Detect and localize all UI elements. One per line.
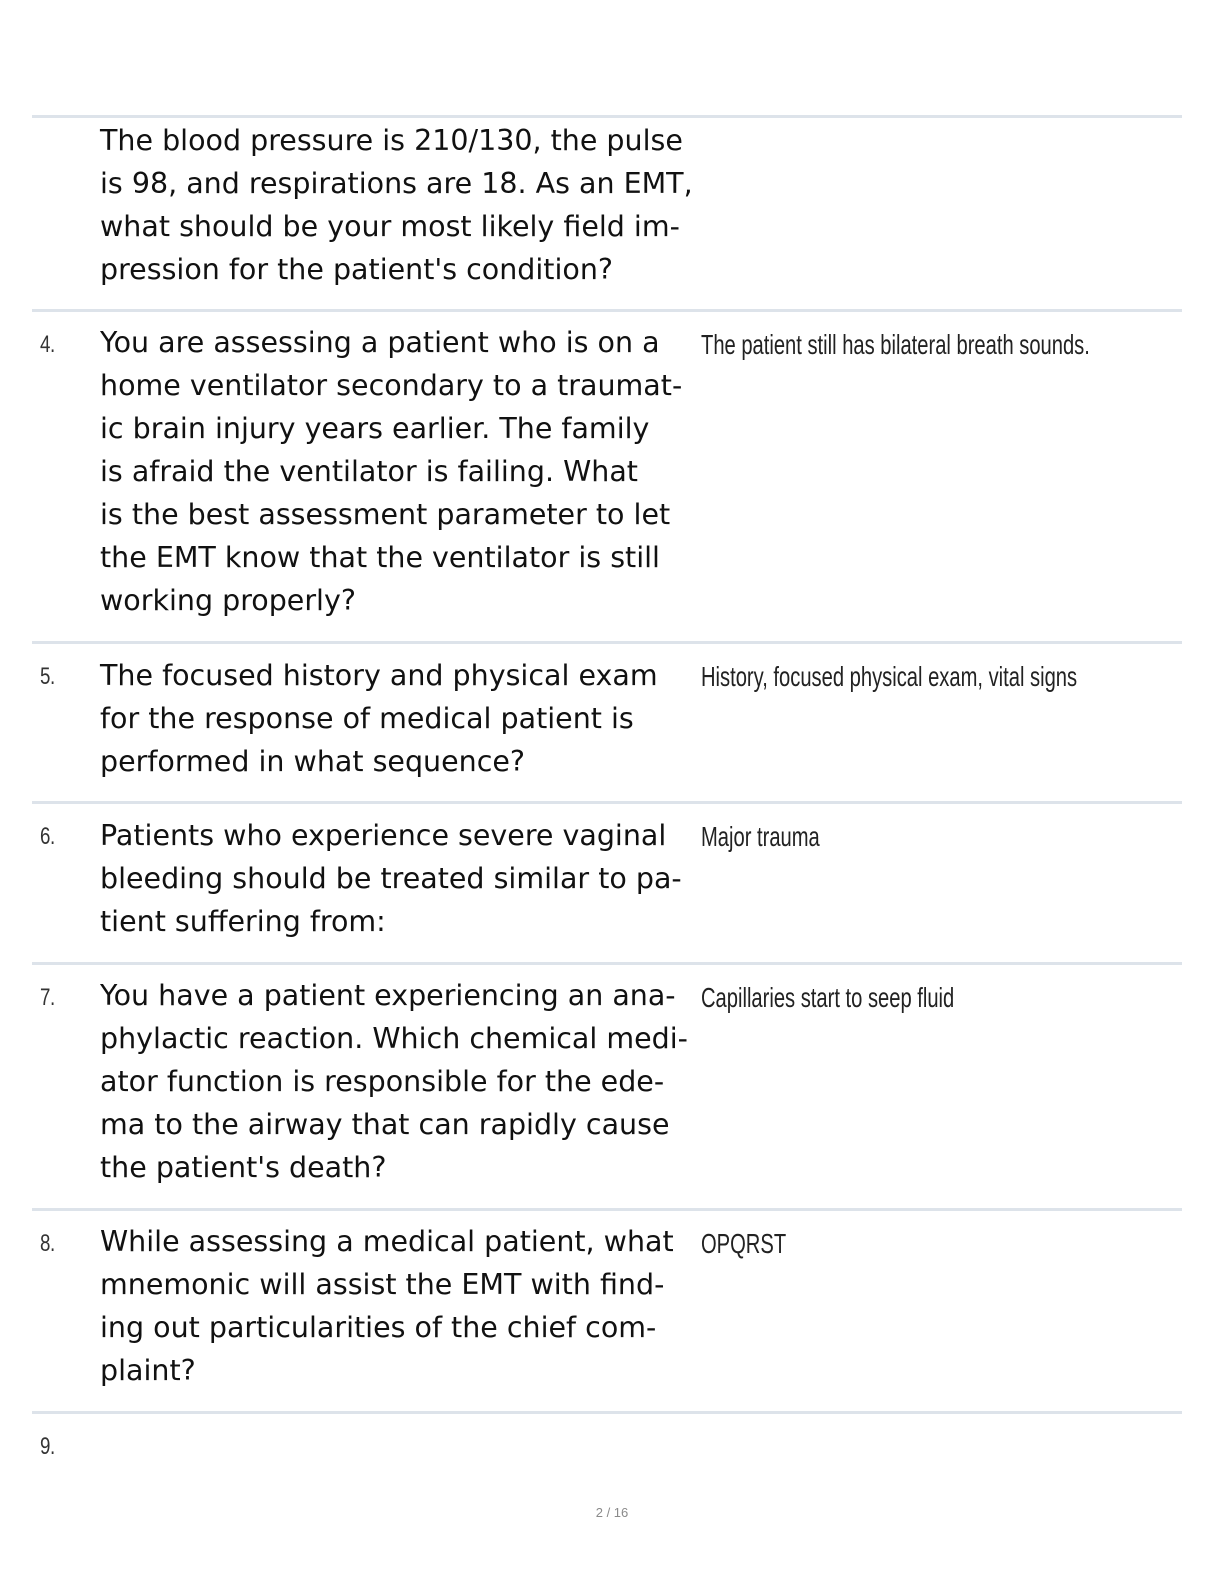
- row-divider: [32, 641, 1182, 644]
- answer-text: Capillaries start to seep fluid: [701, 982, 955, 1013]
- question-text: Patients who experience severe vaginal bleeding should be treated similar to pa- tient suffering from:: [100, 819, 682, 938]
- row-divider: [32, 962, 1182, 965]
- question-number: 5.: [40, 663, 55, 690]
- question-text: You are assessing a patient who is on a home ventilator secondary to a traumat- ic brain injury years earlier. The family is afraid the ventilator is failing. What is the best assessment parameter to let the EMT know that the ventilator is still working properly?: [100, 326, 683, 617]
- question-text: The blood pressure is 210/130, the pulse is 98, and respirations are 18. As an EMT, what should be your most likely field im- pression for the patient's condition?: [100, 124, 693, 286]
- row-divider: [32, 115, 1182, 118]
- answer-text: Major trauma: [701, 821, 820, 852]
- answer-text: History, focused physical exam, vital signs: [701, 661, 1078, 692]
- page-indicator: 2 / 16: [595, 1505, 629, 1520]
- question-text: You have a patient experiencing an ana- phylactic reaction. Which chemical medi- ator function is responsible for the ede- ma to the airway that can rapidly cause the patient's death?: [100, 979, 688, 1184]
- question-number: 9.: [40, 1433, 55, 1460]
- question-text: While assessing a medical patient, what mnemonic will assist the EMT with find- ing out particularities of the chief com- plaint?: [100, 1225, 674, 1387]
- row-divider: [32, 801, 1182, 804]
- row-divider: [32, 1411, 1182, 1414]
- answer-text: The patient still has bilateral breath sounds.: [701, 329, 1090, 360]
- question-number: 8.: [40, 1230, 55, 1257]
- row-divider: [32, 1208, 1182, 1211]
- question-number: 7.: [40, 984, 55, 1011]
- question-text: The focused history and physical exam for the response of medical patient is performed in what sequence?: [100, 659, 658, 778]
- row-divider: [32, 309, 1182, 312]
- answer-text: OPQRST: [701, 1228, 787, 1259]
- question-number: 4.: [40, 331, 55, 358]
- question-number: 6.: [40, 823, 55, 850]
